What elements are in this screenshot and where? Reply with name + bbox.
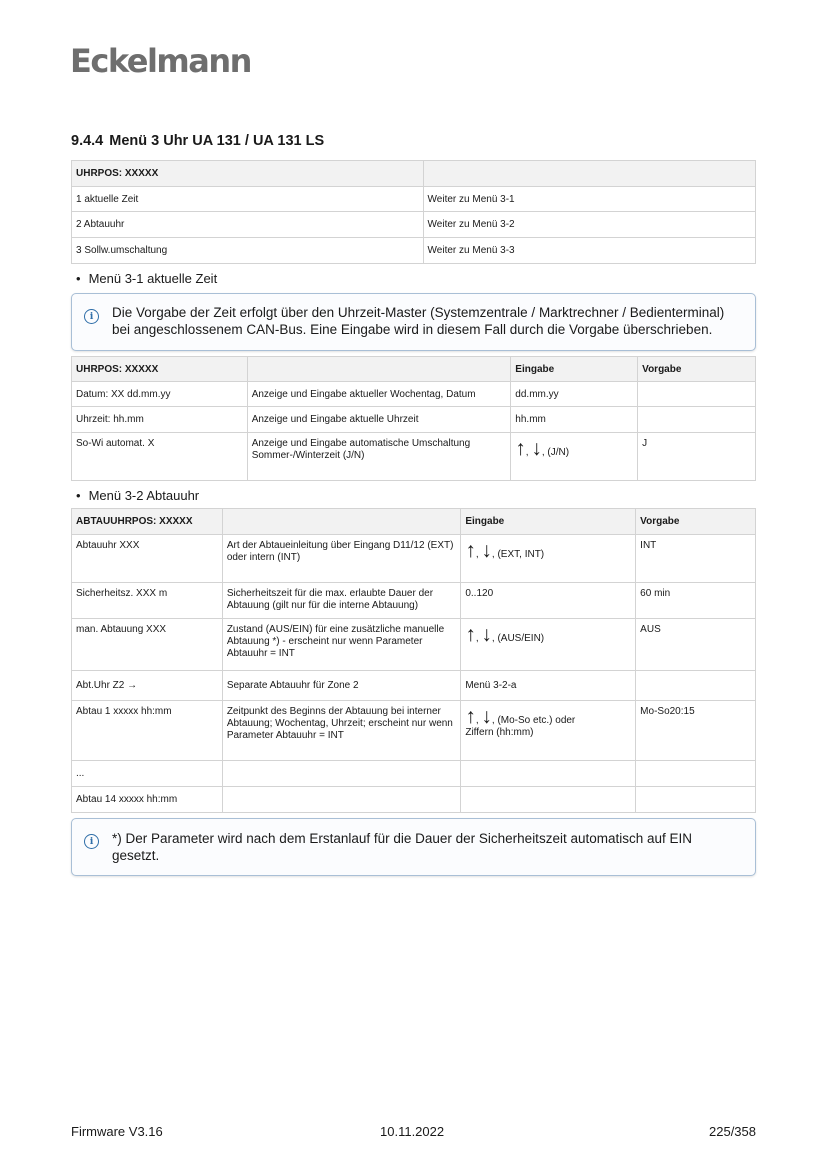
eingabe-cell (461, 535, 636, 583)
time-table (71, 356, 756, 481)
table-cell: Anzeige und Eingabe automatische Umschaltung Sommer-/Winterzeit (J/N) (247, 433, 511, 481)
table-cell: Mo-So20:15 (636, 701, 756, 761)
arrow-down-icon: ↓ (481, 539, 492, 562)
defrost-table (71, 508, 756, 813)
eingabe-text: , (J/N) (541, 447, 570, 458)
menu-table (71, 160, 756, 264)
eingabe-cell (461, 619, 636, 671)
footer-date: 10.11.2022 (380, 1124, 445, 1139)
table-cell: man. Abtauung XXX (72, 619, 223, 671)
table-cell: Separate Abtauuhr für Zone 2 (222, 671, 461, 701)
table-cell (461, 787, 636, 813)
bullet-text: Menü 3-1 aktuelle Zeit (88, 271, 218, 286)
bullet-menu-3-2 (76, 488, 199, 503)
table-cell: Abtau 14 xxxxx hh:mm (72, 787, 223, 813)
section-number: 9.4.4 (71, 133, 104, 149)
table-row (72, 433, 756, 481)
table-row (72, 382, 756, 407)
info-note-safety-time (71, 818, 756, 876)
arrow-down-icon: ↓ (481, 623, 492, 646)
table-row (72, 535, 756, 583)
header-cell (222, 509, 461, 535)
table-cell: Zeitpunkt des Beginns der Abtauung bei interner Abtauung; Wochentag, Uhrzeit; erscheint nur wenn Parameter Abtauuhr = INT (222, 701, 461, 761)
note-text: *) Der Parameter wird nach dem Erstanlauf für die Dauer der Sicherheitszeit automatisch auf EIN gesetzt. (112, 831, 693, 863)
footer-firmware: Firmware V3.16 (71, 1124, 163, 1139)
info-icon: i (84, 309, 99, 324)
table-row (72, 212, 756, 238)
arrow-up-icon: ↑ (515, 437, 526, 460)
table-cell (636, 761, 756, 787)
table-cell: 1 aktuelle Zeit (72, 187, 424, 212)
header-cell (423, 161, 755, 187)
arrow-down-icon: ↓ (531, 437, 542, 460)
table-cell: 3 Sollw.umschaltung (72, 238, 424, 264)
eingabe-cell (511, 433, 638, 481)
table-header-row (72, 161, 756, 187)
eingabe-cell (461, 701, 636, 761)
table-cell: Abtau 1 xxxxx hh:mm (72, 701, 223, 761)
table-cell (636, 671, 756, 701)
section-heading (71, 133, 324, 149)
bullet-text: Menü 3-2 Abtauuhr (88, 488, 200, 503)
table-row (72, 407, 756, 433)
arrow-separator: , (475, 633, 479, 644)
table-cell: dd.mm.yy (511, 382, 638, 407)
table-cell: 0..120 (461, 583, 636, 619)
table-cell: Weiter zu Menü 3-1 (423, 187, 755, 212)
table-cell (638, 407, 756, 433)
footer-page-number: 225/358 (709, 1124, 756, 1139)
arrow-up-icon: ↑ (465, 539, 476, 562)
table-cell (636, 787, 756, 813)
header-cell: ABTAUUHRPOS: XXXXX (72, 509, 223, 535)
header-cell: UHRPOS: XXXXX (72, 357, 248, 382)
table-cell: INT (636, 535, 756, 583)
bullet-symbol: • (76, 271, 81, 286)
company-logo: Eckelmann (70, 42, 251, 80)
table-cell (222, 761, 461, 787)
header-cell (247, 357, 511, 382)
header-cell: Eingabe (461, 509, 636, 535)
header-cell: UHRPOS: XXXXX (72, 161, 424, 187)
table-cell: Art der Abtaueinleitung über Eingang D11/12 (EXT) oder intern (INT) (222, 535, 461, 583)
table-row (72, 187, 756, 212)
eingabe-text: , (Mo-So etc.) oder (491, 715, 576, 726)
table-cell: So-Wi automat. X (72, 433, 248, 481)
arrow-down-icon: ↓ (481, 705, 492, 728)
arrow-keys (515, 438, 569, 459)
table-cell: Anzeige und Eingabe aktuelle Uhrzeit (247, 407, 511, 433)
table-cell: Sicherheitszeit für die max. erlaubte Dauer der Abtauung (gilt nur für die interne Abtauung) (222, 583, 461, 619)
table-cell: Datum: XX dd.mm.yy (72, 382, 248, 407)
table-cell (222, 787, 461, 813)
arrow-up-icon: ↑ (465, 623, 476, 646)
table-header-row (72, 509, 756, 535)
table-header-row (72, 357, 756, 382)
table-row (72, 671, 756, 701)
table-cell: hh.mm (511, 407, 638, 433)
info-note-time-master (71, 293, 756, 351)
header-cell: Vorgabe (638, 357, 756, 382)
table-row (72, 761, 756, 787)
table-cell: Menü 3-2-a (461, 671, 636, 701)
table-cell: ... (72, 761, 223, 787)
table-cell: 2 Abtauuhr (72, 212, 424, 238)
table-cell (461, 761, 636, 787)
table-cell: Weiter zu Menü 3-3 (423, 238, 755, 264)
arrow-separator: , (475, 549, 479, 560)
eingabe-text-line2: Ziffern (hh:mm) (465, 727, 534, 738)
table-cell: Abtauuhr XXX (72, 535, 223, 583)
table-cell (638, 382, 756, 407)
arrow-keys (465, 540, 544, 561)
table-row (72, 238, 756, 264)
table-cell: Weiter zu Menü 3-2 (423, 212, 755, 238)
arrow-up-icon: ↑ (465, 705, 476, 728)
note-text: Die Vorgabe der Zeit erfolgt über den Uhrzeit-Master (Systemzentrale / Marktrechner / Bedienterminal) bei angeschlossenem CAN-Bus. Eine Eingabe wird in diesem Fall durch die Vorgabe überschrieben. (112, 305, 725, 337)
arrow-separator: , (525, 447, 529, 458)
table-cell: J (638, 433, 756, 481)
header-cell: Eingabe (511, 357, 638, 382)
table-cell (72, 671, 223, 701)
section-title: Menü 3 Uhr UA 131 / UA 131 LS (109, 133, 325, 149)
header-cell: Vorgabe (636, 509, 756, 535)
table-row (72, 701, 756, 761)
bullet-symbol: • (76, 488, 81, 503)
arrow-separator: , (475, 715, 479, 726)
table-row (72, 619, 756, 671)
bullet-menu-3-1 (76, 271, 217, 286)
table-cell: Zustand (AUS/EIN) für eine zusätzliche manuelle Abtauung *) - erscheint nur wenn Parameter Abtauuhr = INT (222, 619, 461, 671)
eingabe-text: , (AUS/EIN) (491, 633, 545, 644)
table-row (72, 583, 756, 619)
arrow-keys (465, 706, 575, 727)
link-arrow-icon: → (127, 680, 138, 691)
table-cell: Anzeige und Eingabe aktueller Wochentag, Datum (247, 382, 511, 407)
table-cell: Uhrzeit: hh.mm (72, 407, 248, 433)
table-row (72, 787, 756, 813)
arrow-keys (465, 624, 544, 645)
table-cell: 60 min (636, 583, 756, 619)
eingabe-text: , (EXT, INT) (491, 549, 545, 560)
table-cell: AUS (636, 619, 756, 671)
info-icon: i (84, 834, 99, 849)
abt-uhr-z2-label: Abt.Uhr Z2 (76, 680, 125, 691)
table-cell: Sicherheitsz. XXX m (72, 583, 223, 619)
